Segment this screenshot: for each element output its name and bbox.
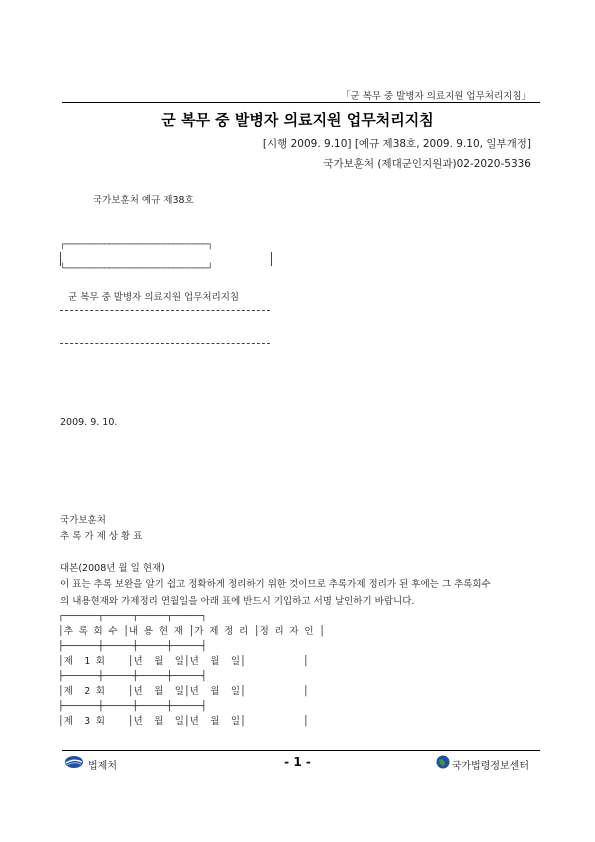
revision-info: [시행 2009. 9.10] [예규 제38호, 2009. 9.10, 일부개정] <box>262 138 531 150</box>
ledger-title: 추 록 가 제 상 황 표 <box>60 531 143 542</box>
header-divider <box>62 102 540 103</box>
running-header: 「군 복무 중 발병자 의료지원 업무처리지침」 <box>340 91 531 102</box>
org-name: 국가보훈처 <box>60 515 106 526</box>
ledger-row: ├──────┼─────┼─────┼─────┤ <box>58 671 207 682</box>
rule-1 <box>60 310 270 311</box>
footer-divider <box>62 750 540 751</box>
page-title: 군 복무 중 발병자 의료지원 업무처리지침 <box>161 111 434 129</box>
ledger-row: │제 1 회 │년 월 일│년 월 일│ │ <box>58 656 309 667</box>
ledger-row: │제 3 회 │년 월 일│년 월 일│ │ <box>58 716 309 727</box>
ministry-contact: 국가보훈처 (제대군인지원과)02-2020-5336 <box>323 158 531 170</box>
ledger-table <box>58 609 325 729</box>
issuer-line: 국가보훈처 예규 제38호 <box>93 195 194 206</box>
ledger-header-row: │추 록 회 수 │내 용 현 재 │가 제 정 리 │정 리 자 인 │ <box>58 626 325 637</box>
box-title: 군 복무 중 발병자 의료지원 업무처리지침 <box>68 292 240 303</box>
ledger-row: │제 2 회 │년 월 일│년 월 일│ │ <box>58 686 309 697</box>
box-top: ┌─────────────────────────────┐ <box>60 240 213 250</box>
footer-publisher: 법제처 <box>88 761 117 772</box>
ledger-row: ┌──────┬─────┬─────┬─────┐ <box>58 611 207 622</box>
ledger-row: ├──────┼─────┼─────┼─────┤ <box>58 701 207 712</box>
issue-date: 2009. 9. 10. <box>60 417 118 428</box>
ledger-row: ├──────┼─────┼─────┼─────┤ <box>58 641 207 652</box>
rule-2 <box>60 343 270 344</box>
footer-source: 국가법령정보센터 <box>451 761 529 772</box>
instruction-line-2: 의 내용현재와 가제정리 연월일을 아래 표에 반드시 기입하고 서명 날인하기 바랍니다. <box>60 596 415 607</box>
instruction-line-1: 이 표는 추록 보완을 알기 쉽고 정확하게 정리하기 위한 것이므로 추록가제 정리가 된 후에는 그 추록회수 <box>60 579 491 590</box>
page-number: - 1 - <box>284 755 311 769</box>
box-bottom: └─────────────────────────────┘ <box>60 264 213 274</box>
ledger-subtitle: 대본(2008년 월 일 현재) <box>60 563 165 574</box>
globe-logo-icon <box>436 755 450 769</box>
